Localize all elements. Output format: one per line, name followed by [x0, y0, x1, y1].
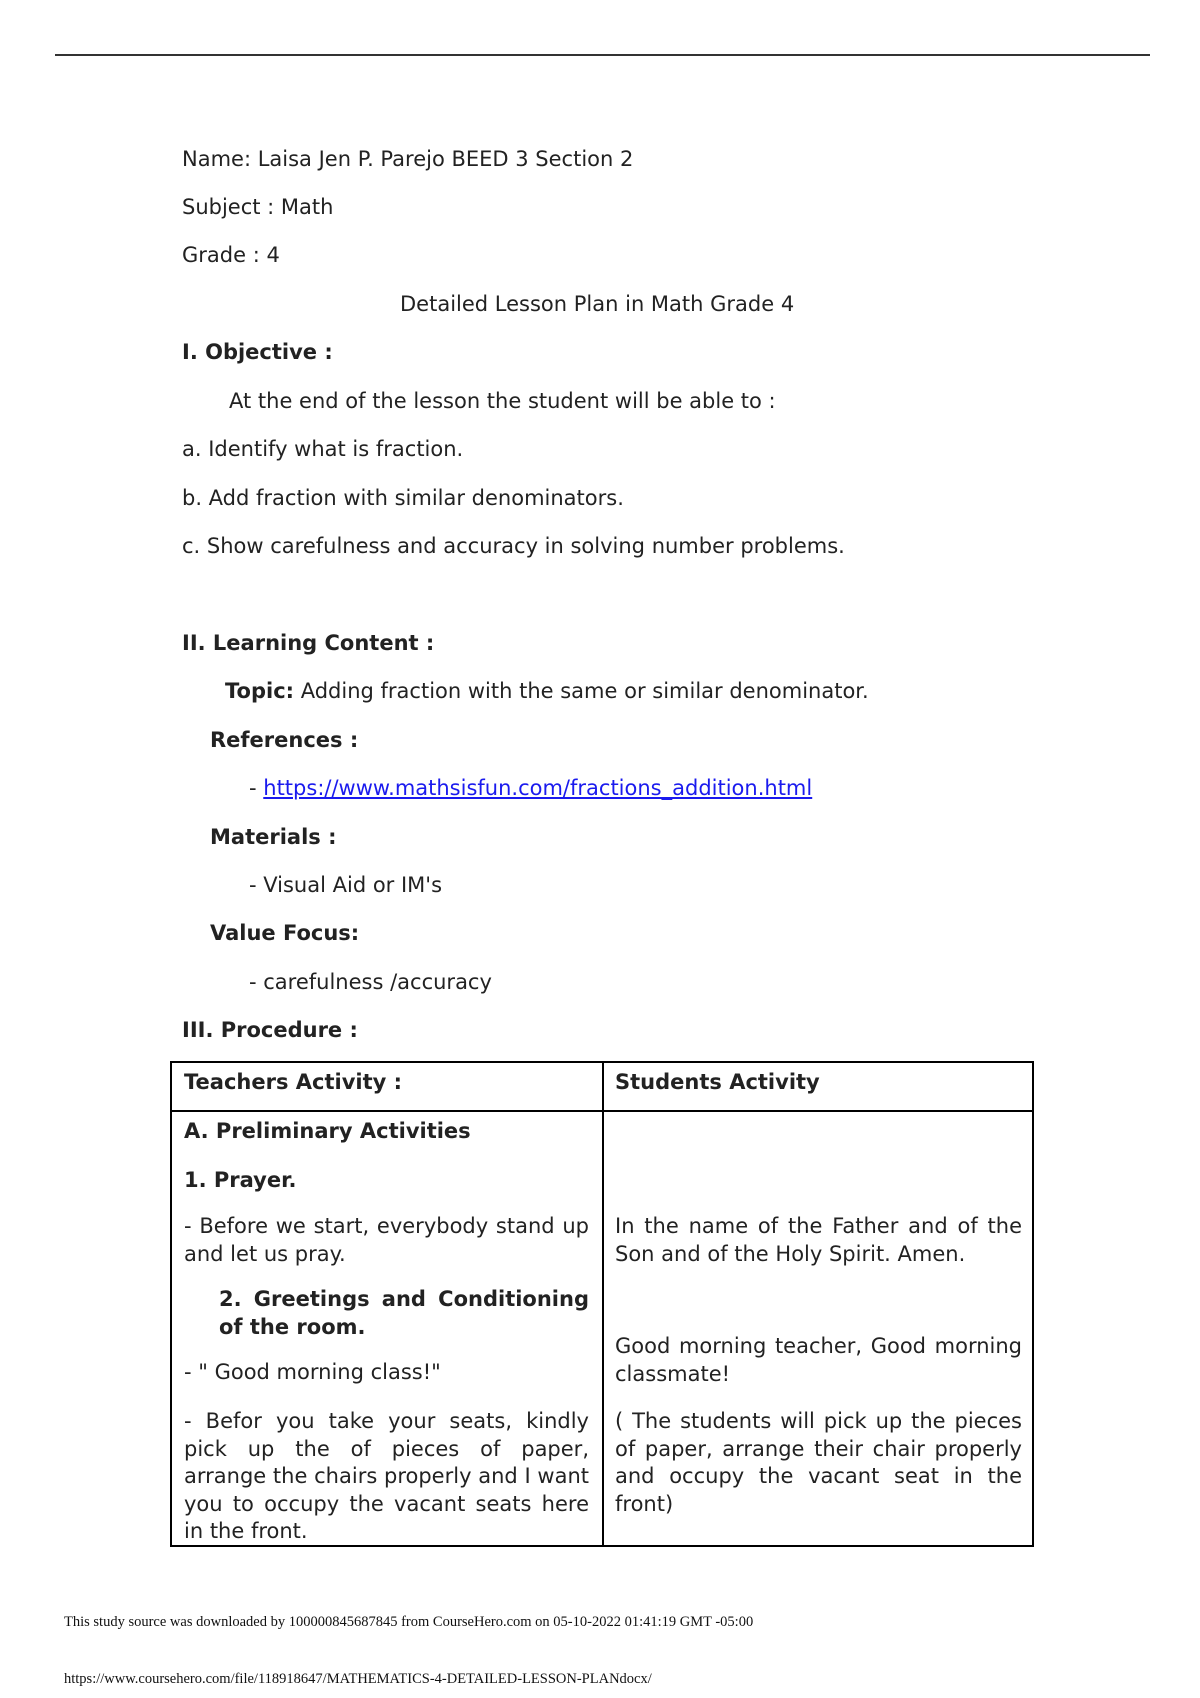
subject-line: Subject : Math	[182, 195, 334, 219]
prayer-teacher-text: - Before we start, everybody stand up and let us pray.	[184, 1214, 589, 1266]
objective-heading: I. Objective :	[182, 340, 333, 364]
reference-dash: -	[249, 776, 264, 800]
value-focus-heading: Value Focus:	[210, 921, 360, 945]
materials-heading: Materials :	[210, 825, 337, 849]
greetings-heading: 2. Greetings and Conditioning of the room.	[219, 1287, 589, 1339]
learning-content-heading: II. Learning Content :	[182, 631, 435, 655]
header-teachers-activity: Teachers Activity :	[184, 1070, 403, 1094]
download-notice: This study source was downloaded by 100000845687845 from CourseHero.com on 05-10-2022 01:41:19 GMT -05:00	[64, 1614, 754, 1630]
materials-item: - Visual Aid or IM's	[249, 873, 443, 897]
greetings-teacher-text: - " Good morning class!"	[184, 1360, 441, 1384]
procedure-heading: III. Procedure :	[182, 1018, 358, 1042]
objective-intro: At the end of the lesson the student will be able to :	[229, 389, 776, 413]
topic-label: Topic:	[225, 679, 295, 703]
table-column-divider	[602, 1063, 604, 1545]
seats-teacher-text: - Befor you take your seats, kindly pick up the of pieces of paper, arrange the chairs properly and I want you to occupy the vacant seats here in the front.	[184, 1409, 589, 1543]
prayer-student-text: In the name of the Father and of the Son and of the Holy Spirit. Amen.	[615, 1214, 1022, 1266]
preliminary-activities-heading: A. Preliminary Activities	[184, 1119, 471, 1143]
reference-line	[249, 775, 812, 801]
prayer-heading: 1. Prayer.	[184, 1168, 297, 1192]
grade-line: Grade : 4	[182, 243, 280, 267]
objective-item-c: c. Show carefulness and accuracy in solving number problems.	[182, 534, 845, 558]
objective-item-a: a. Identify what is fraction.	[182, 437, 464, 461]
source-url: https://www.coursehero.com/file/118918647/MATHEMATICS-4-DETAILED-LESSON-PLANdocx/	[64, 1671, 652, 1687]
header-students-activity: Students Activity	[615, 1070, 820, 1094]
topic-line	[225, 678, 869, 704]
seats-student-text: ( The students will pick up the pieces of paper, arrange their chair properly and occupy the vacant seat in the front)	[615, 1409, 1022, 1516]
value-focus-item: - carefulness /accuracy	[249, 970, 492, 994]
document-title: Detailed Lesson Plan in Math Grade 4	[400, 292, 795, 316]
greetings-student-text: Good morning teacher, Good morning classmate!	[615, 1334, 1022, 1386]
references-heading: References :	[210, 728, 359, 752]
name-line: Name: Laisa Jen P. Parejo BEED 3 Section 2	[182, 147, 634, 171]
objective-item-b: b. Add fraction with similar denominators.	[182, 486, 624, 510]
table-header-divider	[172, 1110, 1032, 1112]
reference-link[interactable]: https://www.mathsisfun.com/fractions_addition.html	[263, 776, 813, 800]
top-rule	[55, 54, 1150, 56]
procedure-table	[170, 1061, 1034, 1547]
topic-text: Adding fraction with the same or similar denominator.	[294, 679, 869, 703]
